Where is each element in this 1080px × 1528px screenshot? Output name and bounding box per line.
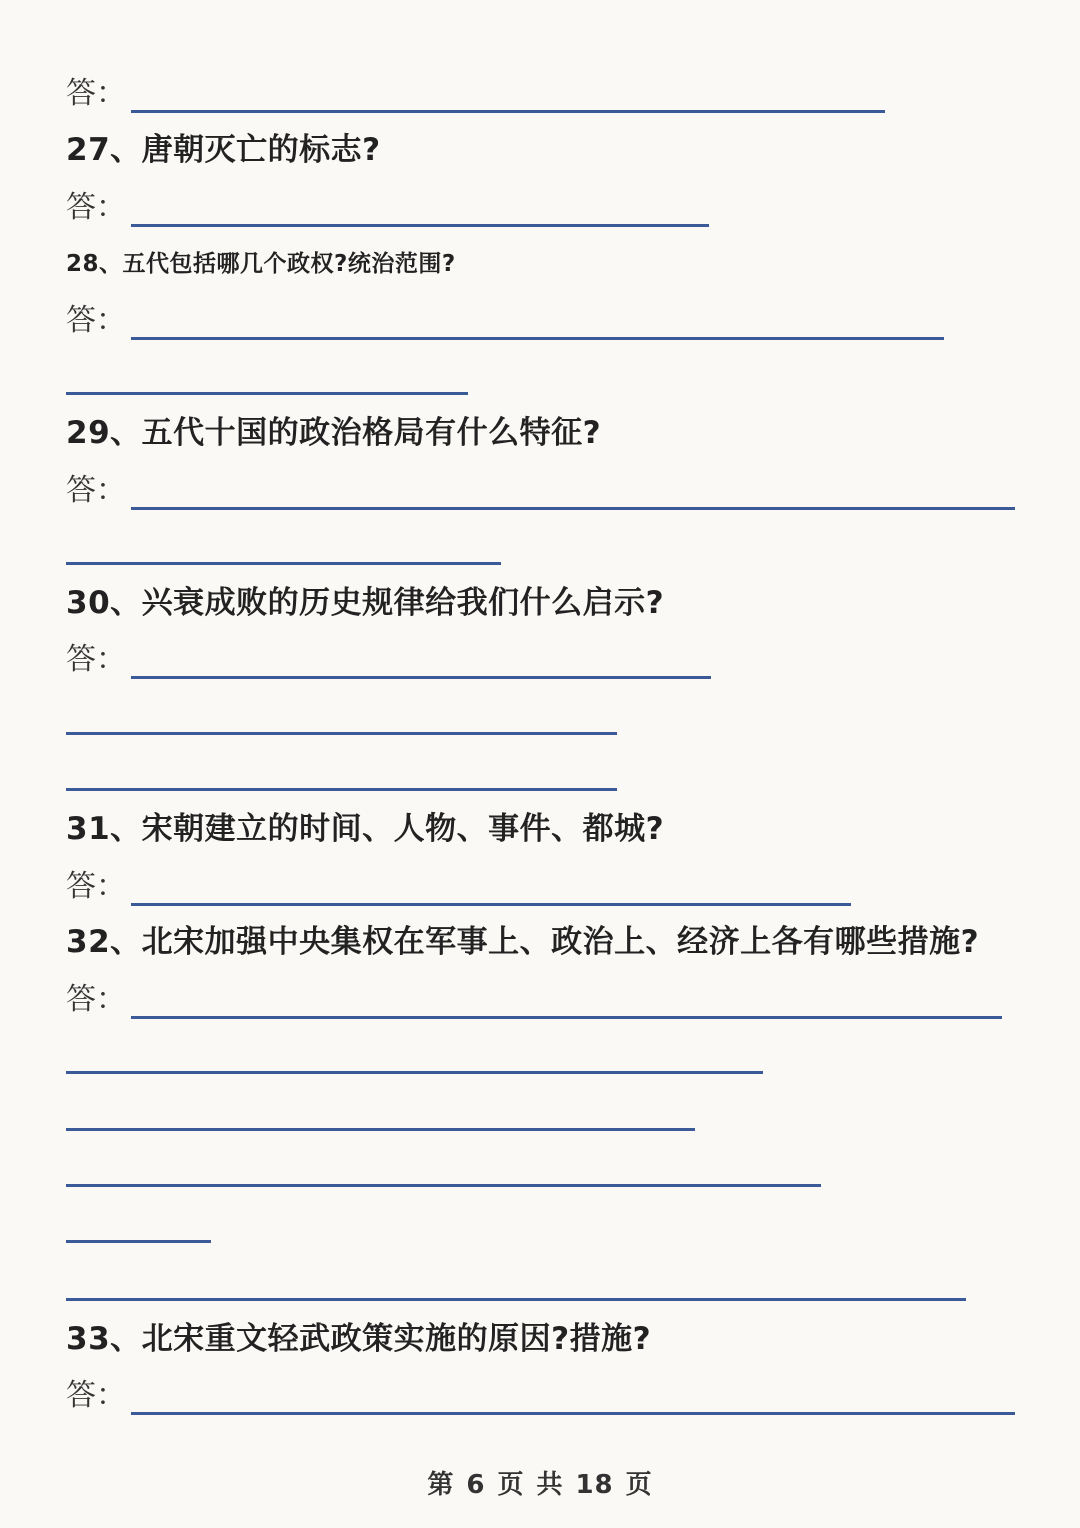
answer-label: 答： (66, 1378, 126, 1413)
answer-line (131, 903, 851, 906)
answer-line (66, 392, 468, 395)
page-footer (0, 1469, 1080, 1501)
question-31: 31、宋朝建立的时间、人物、事件、都城? (66, 811, 665, 847)
question-33: 33、北宋重文轻武政策实施的原因?措施? (66, 1321, 652, 1357)
answer-line (131, 676, 711, 679)
answer-line (66, 1071, 763, 1074)
answer-line (66, 1128, 695, 1131)
answer-label: 答： (66, 303, 126, 338)
answer-line (131, 224, 709, 227)
answer-line (66, 1184, 821, 1187)
answer-line (66, 732, 617, 735)
answer-label: 答： (66, 190, 126, 225)
question-32: 32、北宋加强中央集权在军事上、政治上、经济上各有哪些措施? (66, 924, 980, 960)
answer-label: 答： (66, 76, 126, 111)
answer-label: 答： (66, 869, 126, 904)
question-30: 30、兴衰成败的历史规律给我们什么启示? (66, 585, 665, 621)
answer-line (66, 1298, 966, 1301)
answer-line (66, 1240, 211, 1243)
answer-line (131, 1016, 1002, 1019)
answer-line (66, 562, 501, 565)
footer-suffix: 页 (625, 1470, 653, 1500)
answer-line (131, 337, 944, 340)
footer-page-number: 6 (466, 1470, 486, 1500)
answer-line (131, 110, 885, 113)
answer-label: 答： (66, 642, 126, 677)
answer-label: 答： (66, 982, 126, 1017)
answer-line (66, 788, 617, 791)
answer-label: 答： (66, 473, 126, 508)
question-28: 28、五代包括哪几个政权?统治范围? (66, 251, 456, 277)
question-29: 29、五代十国的政治格局有什么特征? (66, 415, 602, 451)
footer-total-word: 共 (536, 1470, 564, 1500)
question-27: 27、唐朝灭亡的标志? (66, 132, 381, 168)
footer-prefix: 第 (427, 1470, 455, 1500)
answer-line (131, 1412, 1015, 1415)
footer-total-pages: 18 (575, 1470, 614, 1500)
answer-line (131, 507, 1015, 510)
footer-page-word: 页 (497, 1470, 525, 1500)
